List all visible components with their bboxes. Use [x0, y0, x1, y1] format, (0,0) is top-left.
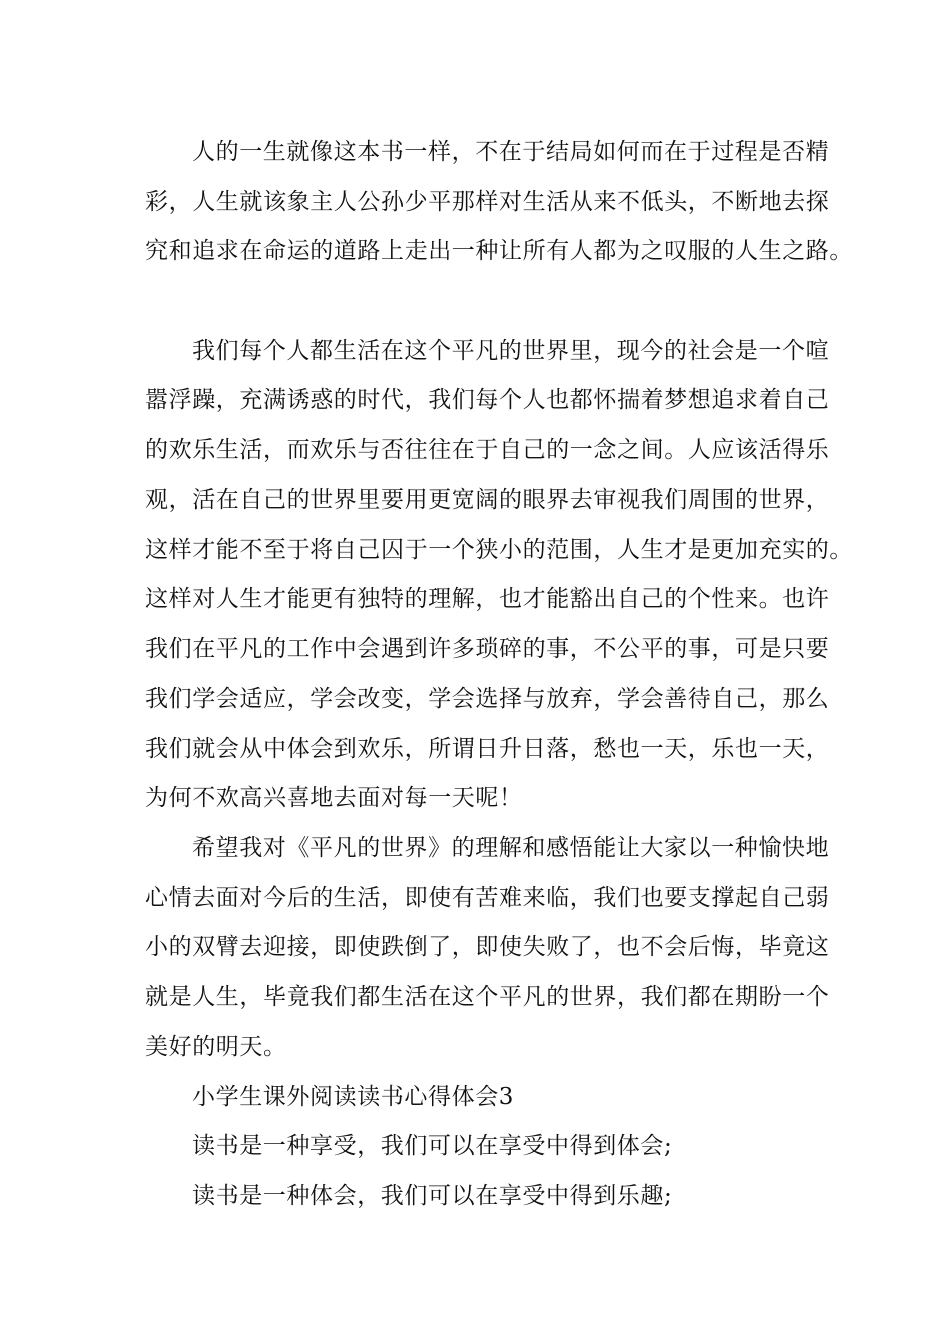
paragraph-2-line-7: 我们在平凡的工作中会遇到许多琐碎的事，不公平的事，可是只要 [145, 636, 830, 662]
paragraph-2-line-8: 我们学会适应，学会改变，学会选择与放弃，学会善待自己，那么 [145, 686, 830, 712]
paragraph-1-line-1: 人的一生就像这本书一样，不在于结局如何而在于过程是否精 [192, 139, 830, 165]
paragraph-3-line-3: 小的双臂去迎接，即使跌倒了，即使失败了，也不会后悔，毕竟这 [145, 934, 830, 960]
paragraph-1-line-2: 彩，人生就该象主人公孙少平那样对生活从来不低头，不断地去探 [145, 189, 830, 215]
paragraph-5-line-1: 读书是一种享受，我们可以在享受中得到体会; [192, 1133, 673, 1159]
paragraph-2-line-6: 这样对人生才能更有独特的理解，也才能豁出自己的个性来。也许 [145, 586, 830, 612]
paragraph-3-line-4: 就是人生，毕竟我们都生活在这个平凡的世界，我们都在期盼一个 [145, 984, 830, 1010]
paragraph-3-line-2: 心情去面对今后的生活，即使有苦难来临，我们也要支撑起自己弱 [145, 885, 830, 911]
section-heading: 小学生课外阅读读书心得体会3 [192, 1084, 515, 1110]
paragraph-3-line-1: 希望我对《平凡的世界》的理解和感悟能让大家以一种愉快地 [192, 835, 830, 861]
paragraph-2-line-4: 观，活在自己的世界里要用更宽阔的眼界去审视我们周围的世界， [145, 487, 830, 513]
paragraph-2-line-1: 我们每个人都生活在这个平凡的世界里，现今的社会是一个喧 [192, 338, 830, 364]
paragraph-6-line-1: 读书是一种体会，我们可以在享受中得到乐趣; [192, 1183, 673, 1209]
paragraph-2-line-5: 这样才能不至于将自己囚于一个狭小的范围，人生才是更加充实的。 [145, 537, 853, 563]
paragraph-3-line-5: 美好的明天。 [145, 1034, 287, 1060]
paragraph-2-line-2: 嚣浮躁，充满诱惑的时代，我们每个人也都怀揣着梦想追求着自己 [145, 387, 830, 413]
paragraph-2-line-3: 的欢乐生活，而欢乐与否往往在于自己的一念之间。人应该活得乐 [145, 437, 830, 463]
paragraph-2-line-9: 我们就会从中体会到欢乐，所谓日升日落，愁也一天，乐也一天， [145, 736, 830, 762]
paragraph-2-line-10: 为何不欢高兴喜地去面对每一天呢！ [145, 785, 523, 811]
paragraph-1-line-3: 究和追求在命运的道路上走出一种让所有人都为之叹服的人生之路。 [145, 238, 853, 264]
